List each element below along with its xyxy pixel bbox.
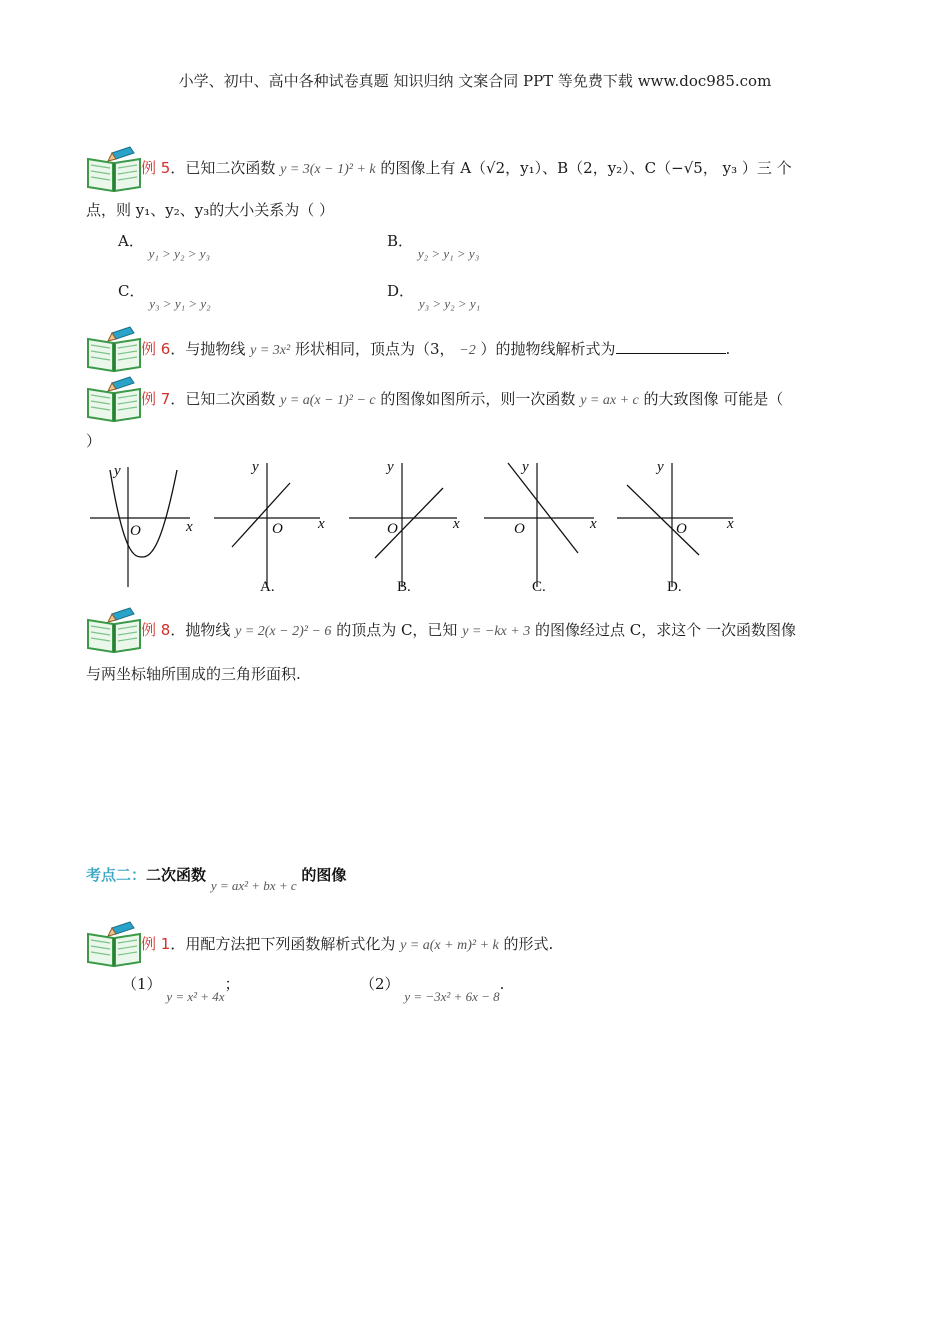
section-2-heading: 考点二：二次函数 y = ax² + bx + c 的图像 [86, 866, 347, 893]
page-header: 小学、初中、高中各种试卷真题 知识归纳 文案合同 PPT 等免费下载 www.doc985.com [178, 72, 772, 90]
section-2-title: 考点二： [86, 866, 147, 884]
example-5-line-1: 例 5．已知二次函数 y = 3(x − 1)² + k 的图像上有 A（√2，y₁）、B（2，y₂）、C（−√5， y₃ ）三 个 [141, 159, 792, 177]
x-axis-label: x [318, 516, 325, 532]
example-7-line-1: 例 7．已知二次函数 y = a(x − 1)² − c 的图像如图所示，则一次函数 y = ax + c 的大致图像 可能是（ [141, 390, 784, 408]
example-1-line: 例 1．用配方法把下列函数解析式化为 y = a(x + m)² + k 的形式. [141, 935, 554, 953]
y-axis-label: y [252, 459, 259, 475]
graph-label-b: B. [397, 579, 411, 595]
graph-label-d: D. [667, 579, 682, 595]
origin-label: O [130, 523, 141, 539]
origin-label: O [514, 521, 525, 537]
graph-b [349, 459, 460, 595]
example-8-label: 例 8 [141, 621, 171, 639]
example-1-formula: y = a(x + m)² + k [400, 938, 499, 953]
origin-label: O [387, 521, 398, 537]
example-5-formula: y = 3(x − 1)² + k [280, 162, 376, 177]
example-6-label: 例 6 [141, 340, 171, 358]
example-6-line: 例 6．与抛物线 y = 3x² 形状相同，顶点为（3， −2 ）的抛物线解析式为 . [141, 340, 731, 358]
book-pencil-icon [86, 325, 142, 373]
option-a: A． y₁ > y₂ > y₃ [118, 232, 211, 261]
book-pencil-icon [86, 606, 142, 654]
example-1-item-1: （1） y = x² + 4x； [122, 975, 240, 1004]
graph-c [484, 459, 597, 595]
book-pencil-icon [86, 920, 142, 968]
example-7-line-2: ） [86, 432, 102, 450]
answer-blank [616, 339, 726, 354]
x-axis-label: x [590, 516, 597, 532]
example-1-label: 例 1 [141, 935, 171, 953]
y-axis-label: y [657, 459, 664, 475]
y-axis-label: y [387, 459, 394, 475]
parabola-graph [90, 463, 193, 587]
example-7-formula: y = a(x − 1)² − c [280, 393, 376, 408]
example-5-label: 例 5 [141, 159, 171, 177]
example-8-line-1: 例 8．抛物线 y = 2(x − 2)² − 6 的顶点为 C，已知 y = −kx + 3 的图像经过点 C，求这个 一次函数图像 [141, 621, 796, 639]
example-5-line-2: 点，则 y₁、y₂、y₃的大小关系为（ ） [86, 201, 334, 219]
example-1-item-2: （2） y = −3x² + 6x − 8. [360, 975, 505, 1004]
graph-a [214, 459, 325, 595]
example-6-formula: y = 3x² [250, 343, 291, 358]
x-axis-label: x [453, 516, 460, 532]
graphs-figure [82, 455, 742, 600]
y-axis-label: y [114, 463, 121, 479]
option-b: B． y₂ > y₁ > y₃ [387, 232, 480, 261]
x-axis-label: x [727, 516, 734, 532]
option-d: D． y₃ > y₂ > y₁ [387, 282, 481, 311]
origin-label: O [272, 521, 283, 537]
book-pencil-icon [86, 375, 142, 423]
x-axis-label: x [186, 519, 193, 535]
graph-label-c: C. [532, 579, 546, 595]
y-axis-label: y [522, 459, 529, 475]
example-7-label: 例 7 [141, 390, 171, 408]
graph-label-a: A. [260, 579, 275, 595]
example-8-line-2: 与两坐标轴所围成的三角形面积. [86, 665, 301, 683]
origin-label: O [676, 521, 687, 537]
graph-d [617, 459, 734, 595]
option-c: C． y₃ > y₁ > y₂ [118, 282, 211, 311]
example-8-formula: y = 2(x − 2)² − 6 [235, 624, 332, 639]
book-pencil-icon [86, 145, 142, 193]
example-5-points: A（√2，y₁）、B（2，y₂）、C（−√5， y₃ ）三 个 [460, 159, 792, 177]
